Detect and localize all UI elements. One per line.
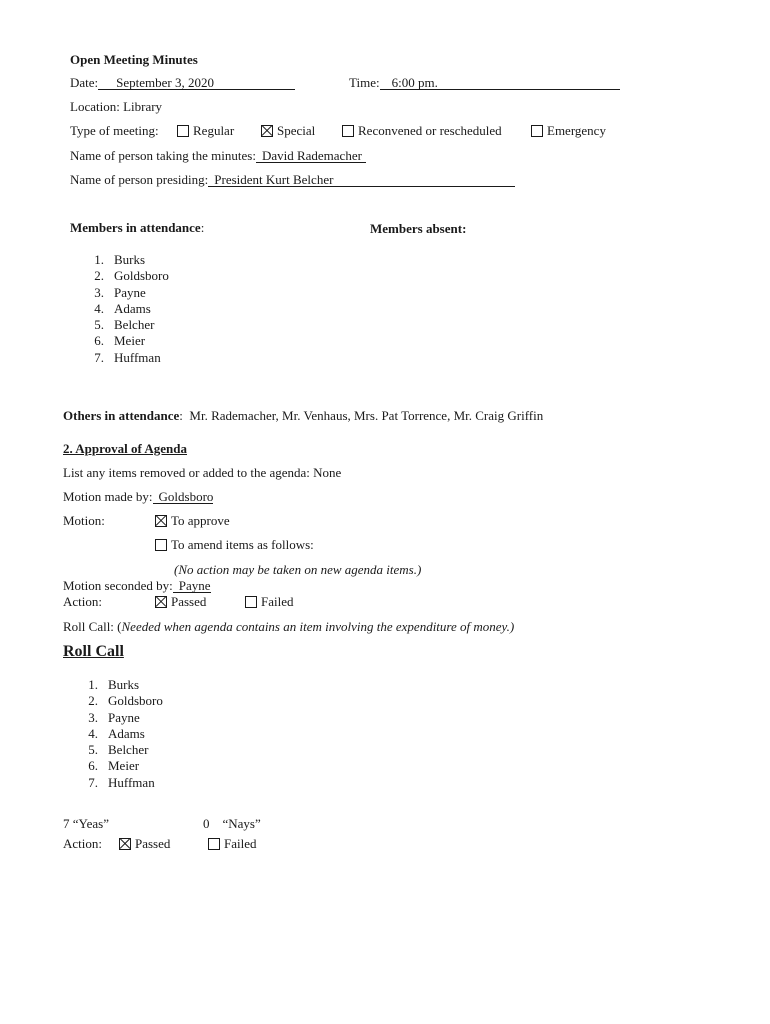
minutes-taker-label: Name of person taking the minutes: [70, 148, 256, 163]
list-item: 2. Goldsboro [88, 693, 163, 709]
list-item: 5. Belcher [88, 742, 149, 758]
roll-call-note: Roll Call: (Needed when agenda contains an item involving the expenditure of money.) [63, 619, 515, 634]
regular-label: Regular [193, 123, 235, 138]
meeting-type-emergency[interactable] [531, 123, 606, 138]
list-item: 7. Huffman [88, 774, 155, 790]
list-item: 3. Payne [94, 284, 146, 300]
list-item: 7. Huffman [94, 349, 161, 365]
presiding-name: President Kurt Belcher [208, 173, 515, 187]
motion-label: Motion: [63, 513, 105, 528]
list-item: 1. Burks [88, 677, 140, 692]
minutes-taker-line [70, 148, 366, 163]
roll-call-list [82, 677, 222, 791]
list-item: 4. Adams [94, 300, 151, 316]
agenda-items-changed: List any items removed or added to the agenda: None [63, 465, 342, 480]
list-item: 5. Belcher [94, 317, 155, 333]
motion-amend[interactable]: To amend items as follows: [155, 537, 314, 552]
agenda-note: (No action may be taken on new agenda items.) [174, 562, 422, 577]
roll-call-heading: Roll Call [63, 643, 124, 660]
time-value: 6:00 pm. [380, 76, 620, 90]
checkbox-special-checked[interactable] [261, 125, 273, 137]
nays-count: 0 “Nays” [203, 816, 261, 831]
motion-approve[interactable]: To approve [155, 513, 230, 528]
others-in-attendance: Others in attendance: Mr. Rademacher, Mr. Venhaus, Mrs. Pat Torrence, Mr. Craig Griffin [63, 408, 544, 423]
checkbox-emergency[interactable] [531, 125, 543, 137]
checkbox-approve-checked[interactable] [155, 515, 167, 527]
yeas-count: 7 “Yeas” [63, 816, 109, 831]
emergency-label: Emergency [547, 123, 606, 138]
time-line [349, 75, 620, 90]
meeting-type-reconvened[interactable] [342, 123, 502, 138]
presiding-label: Name of person presiding: [70, 172, 209, 187]
members-present-heading: Members in attendance: [70, 220, 205, 235]
checkbox-failed[interactable] [245, 596, 257, 608]
date-value: September 3, 2020 [98, 76, 295, 90]
agenda-action-passed[interactable]: Passed [155, 594, 206, 609]
meeting-type-label: Type of meeting: [70, 123, 159, 138]
checkbox-reconvened[interactable] [342, 125, 354, 137]
agenda-heading: 2. Approval of Agenda [63, 441, 188, 456]
location-line: Location: Library [70, 99, 163, 114]
reconvened-label: Reconvened or rescheduled [358, 123, 502, 138]
list-item: 4. Adams [88, 725, 145, 741]
checkbox-regular[interactable] [177, 125, 189, 137]
members-absent-heading: Members absent: [370, 221, 467, 236]
members-present-list [88, 252, 228, 366]
checkbox-passed-checked[interactable] [155, 596, 167, 608]
list-item: 6. Meier [94, 333, 146, 349]
special-label: Special [277, 123, 316, 138]
checkbox-rc-passed-checked[interactable] [119, 838, 131, 850]
motion-made-by: Motion made by: Goldsboro [63, 489, 214, 504]
presiding-line [70, 172, 515, 187]
meeting-type-regular[interactable] [177, 123, 234, 138]
motion-seconded-by: Motion seconded by: Payne [63, 578, 211, 593]
roll-call-action-label: Action: [63, 836, 102, 851]
list-item: 2. Goldsboro [94, 268, 169, 284]
time-label: Time: [349, 75, 380, 90]
checkbox-rc-failed[interactable] [208, 838, 220, 850]
list-item: 6. Meier [88, 758, 140, 774]
date-line [70, 75, 295, 90]
agenda-action-failed[interactable]: Failed [245, 594, 294, 609]
list-item: 3. Payne [88, 709, 140, 725]
minutes-taker-name: David Rademacher [256, 149, 366, 163]
list-item: 1. Burks [94, 252, 146, 267]
roll-call-action-failed[interactable]: Failed [208, 836, 257, 851]
document-title: Open Meeting Minutes [70, 52, 198, 67]
roll-call-action-passed[interactable]: Passed [119, 836, 170, 851]
agenda-action-label: Action: [63, 594, 102, 609]
checkbox-amend[interactable] [155, 539, 167, 551]
meeting-type-special[interactable] [261, 123, 315, 138]
date-label: Date: [70, 75, 99, 90]
